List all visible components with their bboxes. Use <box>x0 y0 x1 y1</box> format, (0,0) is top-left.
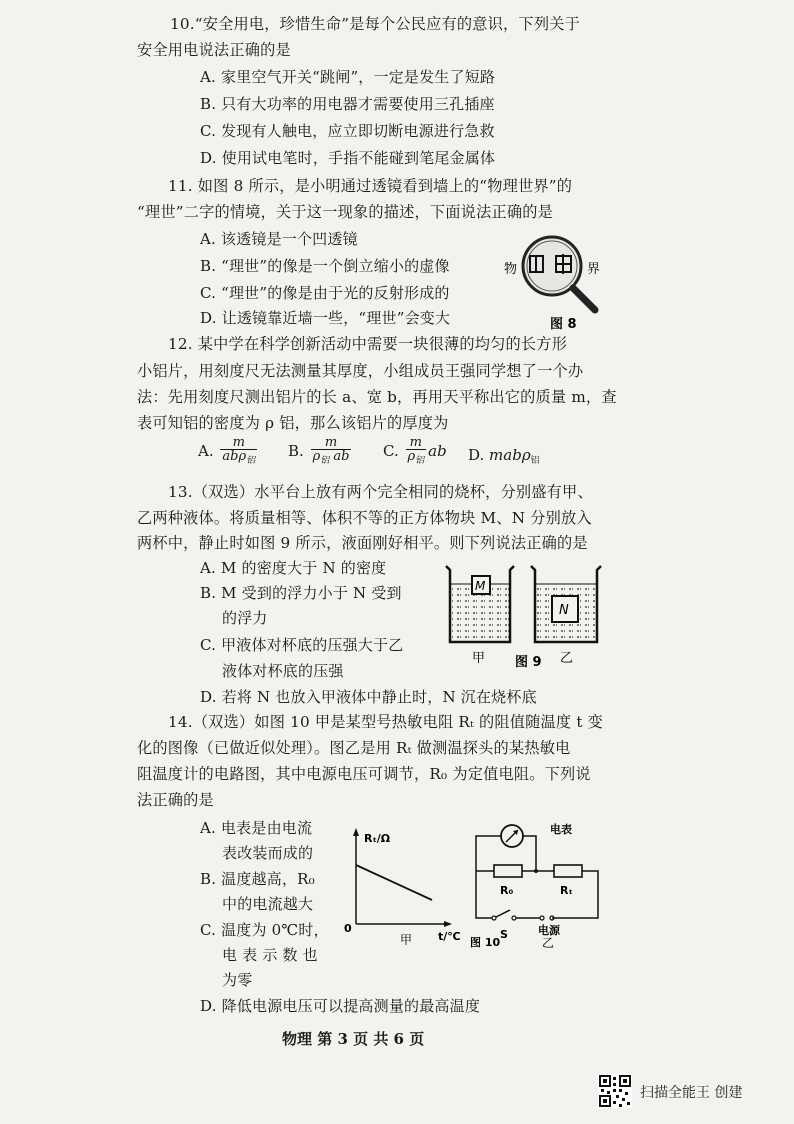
x-axis-label: t/℃ <box>438 930 461 943</box>
rt-label: Rₜ <box>560 884 573 897</box>
q11-option-c: C. “理世”的像是由于光的反射形成的 <box>200 284 450 302</box>
q14-option-b-line2: 中的电流越大 <box>222 895 314 913</box>
expression: mabρ <box>489 446 531 464</box>
switch-label: S <box>500 928 508 941</box>
q13-option-c-line1: C. 甲液体对杯底的压强大于乙 <box>200 636 404 654</box>
q12-stem-line2: 小铝片，用刻度尺无法测量其厚度，小组成员王强同学想了一个办 <box>137 362 584 380</box>
circuit-caption: 乙 <box>542 936 555 948</box>
option-letter: C. <box>383 442 399 460</box>
origin-label: 0 <box>344 922 352 935</box>
q14-option-a-line1: A. 电表是由电流 <box>200 819 313 837</box>
option-letter: A. <box>198 442 214 460</box>
q13-option-c-line2: 液体对杯底的压强 <box>222 662 344 680</box>
q12-option-d <box>468 446 540 466</box>
q13-option-b-line2: 的浮力 <box>222 609 268 627</box>
q10-option-c: C. 发现有人触电，应立即切断电源进行急救 <box>200 122 495 140</box>
r0-label: R₀ <box>500 884 514 897</box>
numerator: m <box>311 436 352 450</box>
q14-option-c-line3: 为零 <box>222 971 253 989</box>
q14-option-d: D. 降低电源电压可以提高测量的最高温度 <box>200 997 481 1015</box>
source-terminal-icon <box>540 916 544 920</box>
figure-10-graph <box>340 820 465 945</box>
subscript: 铝 <box>246 456 256 466</box>
q10-option-b: B. 只有大功率的用电器才需要使用三孔插座 <box>200 95 495 113</box>
beaker-yi <box>531 566 601 642</box>
q10-stem-line2: 安全用电说法正确的是 <box>137 41 291 59</box>
y-axis-label: Rₜ/Ω <box>364 832 391 845</box>
option-letter: D. <box>468 446 485 464</box>
q13-option-a: A. M 的密度大于 N 的密度 <box>200 559 387 577</box>
fig8-right-char: 界 <box>587 262 601 277</box>
block-n-label: N <box>559 603 569 618</box>
q12-option-c <box>383 436 447 468</box>
q14-stem-line2: 化的图像（已做近似处理）。图乙是用 Rₜ 做测温探头的某热敏电 <box>137 739 571 757</box>
subscript: 铝 <box>320 456 330 466</box>
denominator <box>311 450 352 468</box>
numerator: m <box>406 436 427 450</box>
q13-stem-line3: 两杯中，静止时如图 9 所示，液面刚好相平。则下列说法正确的是 <box>137 534 588 552</box>
figure-10-circuit <box>470 818 610 948</box>
q14-stem-line3: 阻温度计的电路图，其中电源电压可调节，R₀ 为定值电阻。下列说 <box>137 765 591 783</box>
beaker-jia-label: 甲 <box>472 651 486 666</box>
q14-stem-line4: 法正确的是 <box>137 791 214 809</box>
denominator-text: ρ <box>407 449 416 464</box>
beaker-jia <box>446 566 514 642</box>
meter-label: 电表 <box>550 823 572 836</box>
page-footer: 物理 第 3 页 共 6 页 <box>282 1030 425 1048</box>
denominator-text: abρ <box>222 449 247 464</box>
fraction <box>220 436 257 468</box>
fig8-label: 图 8 <box>550 317 577 332</box>
beaker-yi-label: 乙 <box>560 651 574 666</box>
q11-option-a: A. 该透镜是一个凹透镜 <box>200 230 358 248</box>
graph-caption: 甲 <box>400 933 413 945</box>
scanner-watermark: 扫描全能王 创建 <box>640 1085 743 1101</box>
q13-stem-line1: 13.（双选）水平台上放有两个完全相同的烧杯，分别盛有甲、 <box>168 483 593 501</box>
source-label: 电源 <box>538 924 560 937</box>
q12-stem-line1: 12. 某中学在科学创新活动中需要一块很薄的均匀的长方形 <box>168 335 568 353</box>
option-letter: B. <box>288 442 304 460</box>
fraction <box>311 436 352 468</box>
resistor-rt <box>554 865 582 877</box>
q14-option-c-line1: C. 温度为 0℃时， <box>200 921 329 939</box>
switch-icon <box>492 916 496 920</box>
denominator-text: ρ <box>312 449 321 464</box>
y-axis-arrow <box>353 828 359 836</box>
trailing-term: ab <box>428 442 447 460</box>
fig9-label: 图 9 <box>515 655 542 670</box>
q12-option-b <box>288 436 353 468</box>
resistor-r0 <box>494 865 522 877</box>
q13-option-b-line1: B. M 受到的浮力小于 N 受到 <box>200 584 402 602</box>
figure-9-beakers <box>440 562 615 677</box>
q12-stem-line4: 表可知铝的密度为 ρ 铝，那么该铝片的厚度为 <box>137 414 449 432</box>
q11-stem-line1: 11. 如图 8 所示，是小明通过透镜看到墙上的“物理世界”的 <box>168 177 573 195</box>
block-m-label: M <box>475 579 486 593</box>
q14-option-c-line2: 电 表 示 数 也 <box>222 946 318 964</box>
q10-option-a: A. 家里空气开关“跳闸”，一定是发生了短路 <box>200 68 496 86</box>
lens-handle <box>573 288 595 310</box>
q13-option-d: D. 若将 N 也放入甲液体中静止时，N 沉在烧杯底 <box>200 688 537 706</box>
denominator <box>220 450 257 468</box>
q12-stem-line3: 法：先用刻度尺测出铝片的长 a、宽 b，再用天平称出它的质量 m，查 <box>137 388 617 406</box>
x-axis-arrow <box>444 921 452 927</box>
q11-stem-line2: “理世”二字的情境，关于这一现象的描述，下面说法正确的是 <box>137 203 554 221</box>
denominator <box>406 450 427 468</box>
q12-option-a <box>198 436 259 468</box>
q10-stem-line1: 10.“安全用电，珍惜生命”是每个公民应有的意识，下列关于 <box>170 15 580 33</box>
numerator: m <box>220 436 257 450</box>
q14-stem-line1: 14.（双选）如图 10 甲是某型号热敏电阻 Rₜ 的阻值随温度 t 变 <box>168 713 604 731</box>
q14-option-b-line1: B. 温度越高，R₀ <box>200 870 315 888</box>
subscript: 铝 <box>530 456 540 466</box>
fig8-left-char: 物 <box>504 262 518 277</box>
qr-code-icon <box>598 1074 632 1108</box>
figure-8-magnifier <box>500 228 610 338</box>
rt-line <box>356 865 432 900</box>
q13-stem-line2: 乙两种液体。将质量相等、体积不等的正方体物块 M、N 分别放入 <box>137 509 592 527</box>
denominator-text-2: ab <box>333 449 350 464</box>
q11-option-d: D. 让透镜靠近墙一些，“理世”会变大 <box>200 309 451 327</box>
fraction <box>406 436 427 468</box>
q14-option-a-line2: 表改装而成的 <box>222 844 314 862</box>
q11-option-b: B. “理世”的像是一个倒立缩小的虚像 <box>200 257 450 275</box>
subscript: 铝 <box>415 456 425 466</box>
fig10-label: 图 10 <box>470 936 501 948</box>
q10-option-d: D. 使用试电笔时，手指不能碰到笔尾金属体 <box>200 149 496 167</box>
